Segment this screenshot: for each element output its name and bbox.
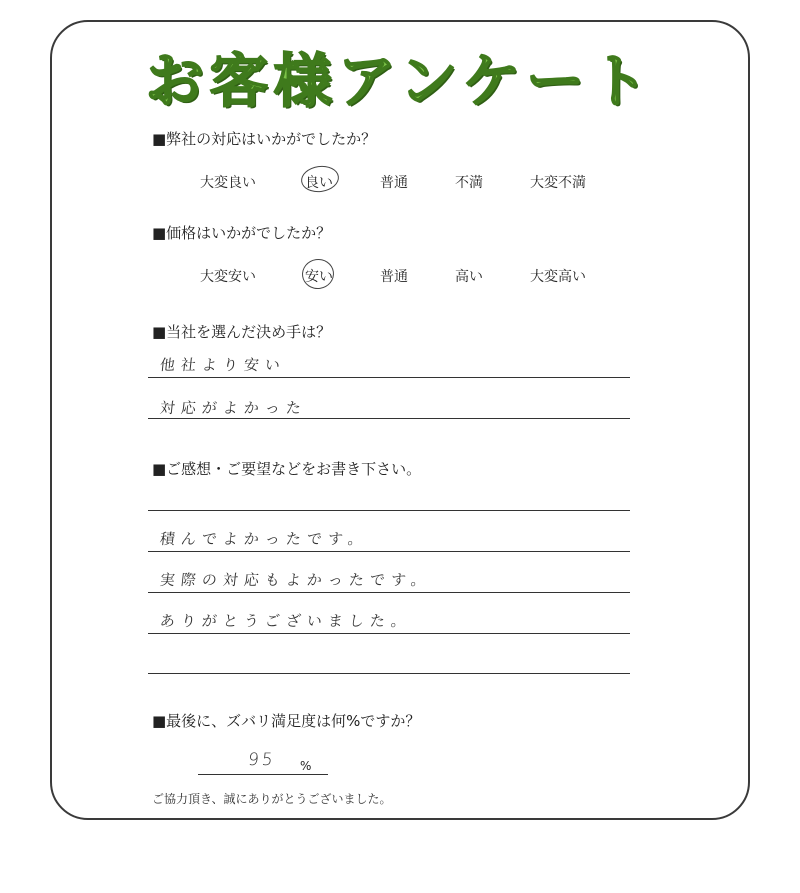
question-comments-label: ■ご感想・ご要望などをお書き下さい。 xyxy=(152,460,422,478)
option-service-normal[interactable]: 普通 xyxy=(380,175,408,191)
option-price-normal[interactable]: 普通 xyxy=(380,269,408,285)
option-service-very-good[interactable]: 大変良い xyxy=(200,175,256,191)
answer-line xyxy=(148,551,630,552)
question-price-label: ■価格はいかがでしたか？ xyxy=(152,224,332,242)
question-service-label: ■弊社の対応はいかがでしたか？ xyxy=(152,130,377,148)
answer-line xyxy=(148,592,630,593)
satisfaction-line xyxy=(198,774,328,775)
survey-title: お客様アンケート xyxy=(145,47,655,115)
answer-reason-1: 他社より安い xyxy=(159,356,287,374)
answer-line xyxy=(148,510,630,511)
option-price-expensive[interactable]: 高い xyxy=(455,269,483,285)
answer-comment-2: 実際の対応もよかったです。 xyxy=(159,571,433,589)
option-price-very-cheap[interactable]: 大変安い xyxy=(200,269,256,285)
answer-line xyxy=(148,418,630,419)
satisfaction-value: 95 xyxy=(246,750,277,770)
option-service-dissatisfied[interactable]: 不満 xyxy=(455,175,483,191)
satisfaction-unit: % xyxy=(300,759,312,773)
question-satisfaction-label: ■最後に、ズバリ満足度は何%ですか？ xyxy=(152,712,421,730)
option-service-good[interactable]: 良い xyxy=(305,175,333,191)
answer-comment-3: ありがとうございました。 xyxy=(159,612,413,630)
footer-thanks: ご協力頂き、誠にありがとうございました。 xyxy=(152,792,392,806)
option-price-cheap[interactable]: 安い xyxy=(305,269,333,285)
answer-line xyxy=(148,673,630,674)
option-price-very-expensive[interactable]: 大変高い xyxy=(530,269,586,285)
answer-line xyxy=(148,633,630,634)
answer-reason-2: 対応がよかった xyxy=(159,399,308,417)
answer-line xyxy=(148,377,630,378)
question-reason-label: ■当社を選んだ決め手は？ xyxy=(152,323,332,341)
option-service-very-dissatisfied[interactable]: 大変不満 xyxy=(530,175,586,191)
answer-comment-1: 積んでよかったです。 xyxy=(159,530,370,548)
